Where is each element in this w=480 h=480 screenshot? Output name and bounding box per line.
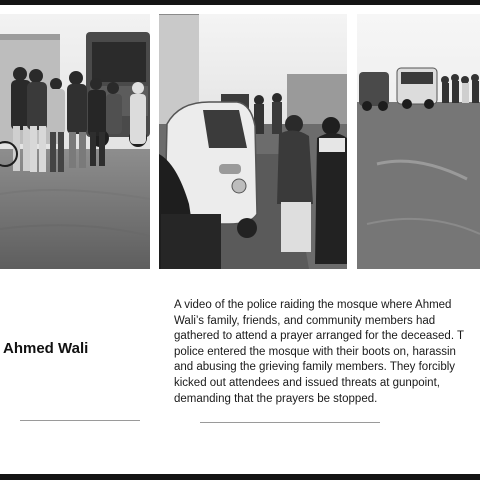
scan-artifact bbox=[20, 420, 140, 421]
crowd-gathered-near-truck-photo bbox=[0, 14, 150, 269]
caption-line: A video of the police raiding the mosque where Ahmed bbox=[174, 299, 452, 311]
caption-line: and abusing the grieving family members. They forcibly bbox=[174, 361, 456, 374]
bottom-border bbox=[0, 474, 480, 480]
caption-line: kicked out attendees and issued threats at gunpoint, bbox=[174, 376, 440, 389]
street-with-parked-vehicles-photo bbox=[357, 14, 480, 269]
photo-2-image bbox=[159, 14, 347, 269]
caption-line: police entered the mosque with their boots on, harassin bbox=[174, 345, 456, 358]
caption-line: demanding that the prayers be stopped. bbox=[174, 392, 378, 405]
incident-caption bbox=[174, 298, 480, 407]
photo-1-image bbox=[0, 14, 150, 269]
photo-3-image bbox=[357, 14, 480, 269]
top-border bbox=[0, 0, 480, 5]
person-name-label: Ahmed Wali bbox=[3, 340, 89, 357]
scan-artifact bbox=[200, 422, 380, 423]
caption-line: gathered to attend a prayer arranged for the deceased. T bbox=[174, 330, 465, 343]
caption-line: Wali’s family, friends, and community members had bbox=[174, 314, 436, 327]
police-vehicle-and-men-photo bbox=[159, 14, 347, 269]
